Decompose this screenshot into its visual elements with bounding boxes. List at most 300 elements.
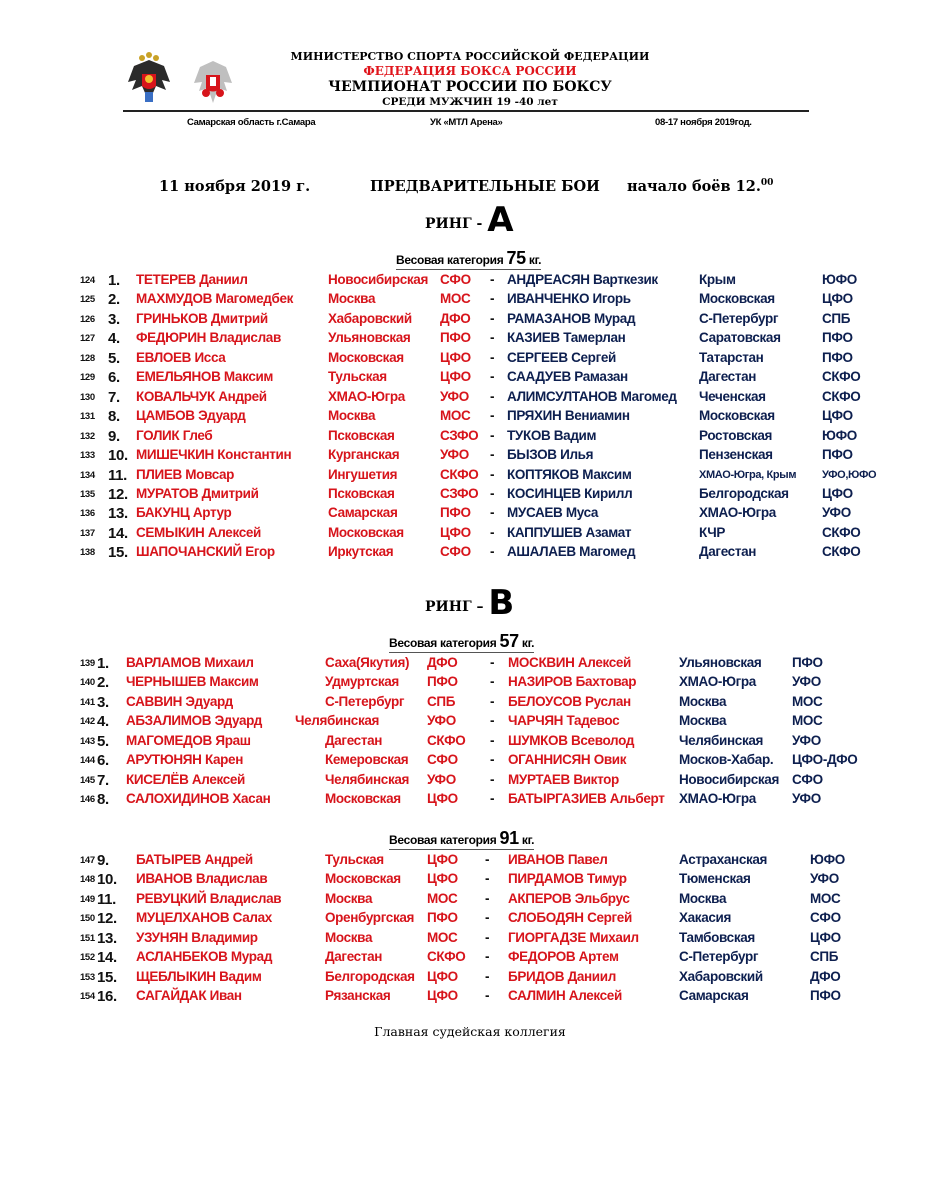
blue-corner-district: СПБ — [822, 310, 851, 326]
blue-corner-region: Астраханская — [679, 852, 768, 867]
red-corner-district: СФО — [440, 544, 471, 560]
blue-corner-district: ЦФО — [822, 291, 853, 307]
bout-row — [0, 772, 927, 791]
red-corner-name: АСЛАНБЕКОВ Мурад — [136, 949, 273, 965]
vs-separator: - — [485, 910, 490, 926]
blue-corner-region: ХМАО-Югра, Крым — [699, 468, 797, 481]
red-corner-region: Удмуртская — [325, 674, 399, 690]
bout-row — [0, 752, 927, 771]
fight-number: 10. — [108, 447, 128, 465]
blue-corner-name: РАМАЗАНОВ Мурад — [507, 310, 636, 326]
red-corner-district: ЦФО — [440, 369, 471, 385]
blue-corner-name: КОСИНЦЕВ Кирилл — [507, 485, 633, 501]
blue-corner-district: ПФО — [822, 330, 853, 346]
bout-row — [0, 713, 927, 732]
weight-unit: кг. — [525, 253, 542, 267]
red-corner-district: МОС — [427, 929, 458, 945]
vs-separator: - — [490, 713, 495, 729]
fight-number: 4. — [97, 713, 109, 731]
red-corner-district: УФО — [440, 388, 469, 404]
venue-text: УК «МТЛ Арена» — [430, 117, 503, 128]
red-corner-region: Белгородская — [325, 968, 415, 984]
fight-number: 13. — [97, 929, 117, 947]
blue-corner-district: УФО — [792, 732, 821, 748]
bout-number: 146 — [80, 794, 95, 806]
fight-number: 1. — [97, 655, 109, 672]
blue-corner-district: ЦФО — [810, 929, 841, 945]
fight-number: 2. — [97, 674, 109, 692]
blue-corner-name: ОГАННИСЯН Овик — [508, 752, 627, 768]
location-text: Самарская область г.Самара — [187, 117, 316, 128]
blue-corner-region: Саратовская — [699, 330, 781, 346]
bout-row — [0, 330, 927, 349]
red-corner-district: МОС — [427, 890, 458, 906]
red-corner-district: СЗФО — [440, 485, 479, 501]
vs-separator: - — [490, 771, 495, 787]
red-corner-name: РЕВУЦКИЙ Владислав — [136, 890, 282, 906]
blue-corner-district: УФО — [810, 871, 839, 887]
bout-number: 137 — [80, 527, 95, 539]
bout-row — [0, 544, 927, 563]
red-corner-district: СКФО — [440, 466, 479, 482]
blue-corner-name: СЕРГЕЕВ Сергей — [507, 349, 616, 365]
red-corner-district: СФО — [427, 752, 458, 768]
vs-separator: - — [490, 349, 495, 365]
fight-number: 8. — [97, 791, 109, 809]
fight-number: 12. — [108, 485, 128, 503]
vs-separator: - — [490, 330, 495, 346]
bout-row — [0, 694, 927, 713]
header-divider — [123, 110, 809, 112]
blue-corner-name: АШАЛАЕВ Магомед — [507, 544, 636, 560]
bout-number: 134 — [80, 469, 95, 481]
blue-corner-region: С-Петербург — [679, 949, 759, 965]
bout-number: 148 — [80, 874, 95, 886]
red-corner-name: АБЗАЛИМОВ Эдуард — [126, 713, 262, 729]
vs-separator: - — [490, 291, 495, 307]
blue-corner-district: СКФО — [822, 369, 861, 385]
vs-separator: - — [490, 447, 495, 463]
vs-separator: - — [490, 427, 495, 443]
red-corner-name: КОВАЛЬЧУК Андрей — [136, 388, 267, 404]
fight-number: 1. — [108, 272, 120, 289]
red-corner-district: МОС — [440, 291, 471, 307]
red-corner-name: АРУТЮНЯН Карен — [126, 752, 244, 768]
blue-corner-region: Татарстан — [699, 349, 764, 365]
red-corner-name: САЛОХИДИНОВ Хасан — [126, 791, 271, 807]
vs-separator: - — [490, 466, 495, 482]
blue-corner-region: Ульяновская — [679, 655, 762, 670]
bout-row — [0, 505, 927, 524]
bout-number: 135 — [80, 488, 95, 500]
blue-corner-name: КОПТЯКОВ Максим — [507, 466, 632, 482]
bout-row — [0, 486, 927, 505]
blue-corner-name: НАЗИРОВ Бахтовар — [508, 674, 637, 690]
blue-corner-name: ШУМКОВ Всеволод — [508, 732, 635, 748]
bout-number: 139 — [80, 658, 95, 669]
red-corner-region: С-Петербург — [325, 693, 405, 709]
red-corner-name: УЗУНЯН Владимир — [136, 929, 258, 945]
blue-corner-region: Московская — [699, 408, 775, 424]
bout-number: 153 — [80, 971, 95, 983]
bout-number: 141 — [80, 696, 95, 708]
blue-corner-region: Белгородская — [699, 485, 789, 501]
blue-corner-region: Дагестан — [699, 369, 757, 385]
red-corner-district: МОС — [440, 408, 471, 424]
bout-number: 154 — [80, 991, 95, 1003]
bout-number: 147 — [80, 855, 95, 866]
blue-corner-district: ПФО — [822, 349, 853, 365]
bout-row — [0, 311, 927, 330]
red-corner-region: Дагестан — [325, 949, 383, 965]
blue-corner-name: ГИОРГАДЗЕ Михаил — [508, 929, 639, 945]
bout-number: 128 — [80, 352, 95, 364]
bout-row — [0, 408, 927, 427]
blue-corner-region: ХМАО-Югра — [679, 791, 756, 807]
blue-corner-region: Ростовская — [699, 427, 773, 443]
weight-value: 91 — [499, 828, 519, 848]
blue-corner-district: ЮФО — [822, 427, 857, 443]
red-corner-region: Московская — [325, 791, 401, 807]
bout-number: 138 — [80, 547, 95, 559]
blue-corner-district: СФО — [792, 771, 823, 787]
blue-corner-region: Москва — [679, 890, 727, 906]
fight-number: 2. — [108, 291, 120, 309]
weight-category-label: Весовая категория — [389, 833, 500, 847]
red-corner-name: ЩЕБЛЫКИН Вадим — [136, 968, 262, 984]
blue-corner-name: КАППУШЕВ Азамат — [507, 524, 632, 540]
blue-corner-name: ФЕДОРОВ Артем — [508, 949, 619, 965]
blue-corner-district: СПБ — [810, 949, 839, 965]
blue-corner-region: Хакасия — [679, 910, 732, 926]
red-corner-district: ЦФО — [427, 791, 458, 807]
blue-corner-district: СКФО — [822, 388, 861, 404]
blue-corner-region: Пензенская — [699, 447, 773, 463]
red-corner-region: Москва — [328, 408, 376, 424]
vs-separator: - — [490, 544, 495, 560]
blue-corner-name: САЛМИН Алексей — [508, 988, 622, 1004]
red-corner-name: ПЛИЕВ Мовсар — [136, 466, 235, 482]
red-corner-region: Дагестан — [325, 732, 383, 748]
weight-value: 57 — [499, 631, 519, 651]
vs-separator: - — [490, 485, 495, 501]
vs-separator: - — [490, 505, 495, 521]
blue-corner-region: Москва — [679, 713, 727, 729]
weight-category-91 — [389, 828, 534, 850]
vs-separator: - — [490, 524, 495, 540]
blue-corner-region: Московская — [699, 291, 775, 307]
vs-separator: - — [485, 890, 490, 906]
red-corner-region: Тульская — [328, 369, 387, 385]
blue-corner-name: БЕЛОУСОВ Руслан — [508, 693, 631, 709]
bout-row — [0, 852, 927, 871]
red-corner-district: ЦФО — [440, 349, 471, 365]
fight-number: 7. — [97, 771, 109, 789]
blue-corner-district: СФО — [810, 910, 841, 926]
start-time-minutes: 00 — [760, 178, 774, 189]
red-corner-name: МАГОМЕДОВ Яраш — [126, 732, 251, 748]
bout-row — [0, 930, 927, 949]
blue-corner-region: Самарская — [679, 988, 749, 1004]
blue-corner-district: ПФО — [810, 988, 841, 1004]
bout-number: 125 — [80, 294, 95, 306]
red-corner-region: Москва — [328, 291, 376, 307]
blue-corner-name: АЛИМСУЛТАНОВ Магомед — [507, 388, 677, 404]
bout-row — [0, 949, 927, 968]
bout-row — [0, 525, 927, 544]
division-title: СРЕДИ МУЖЧИН 19 -40 лет — [382, 96, 558, 108]
ring-b-heading — [425, 583, 514, 623]
red-corner-district: ЦФО — [427, 871, 458, 887]
weight-category-75 — [396, 248, 541, 270]
red-corner-name: ЧЕРНЫШЕВ Максим — [126, 674, 259, 690]
bout-row — [0, 291, 927, 310]
blue-corner-name: БРИДОВ Даниил — [508, 968, 616, 984]
red-corner-name: БАКУНЦ Артур — [136, 505, 232, 521]
red-corner-region: Москва — [325, 890, 373, 906]
weight-category-label: Весовая категория — [389, 636, 500, 650]
bout-row — [0, 674, 927, 693]
fight-number: 14. — [108, 524, 128, 542]
blue-corner-district: УФО — [792, 791, 821, 807]
red-corner-name: ЦАМБОВ Эдуард — [136, 408, 246, 424]
blue-corner-region: КЧР — [699, 524, 726, 540]
bout-row — [0, 988, 927, 1007]
blue-corner-region: Дагестан — [699, 544, 757, 560]
blue-corner-region: Новосибирская — [679, 771, 779, 787]
blue-corner-region: Москов-Хабар. — [679, 752, 774, 768]
blue-corner-district: СКФО — [822, 544, 861, 560]
blue-corner-name: МУРТАЕВ Виктор — [508, 771, 619, 787]
bout-number: 132 — [80, 430, 95, 442]
fight-number: 16. — [97, 988, 117, 1006]
red-corner-district: УФО — [440, 447, 469, 463]
red-corner-name: ЕВЛОЕВ Исса — [136, 349, 226, 365]
red-corner-district: ПФО — [427, 674, 458, 690]
bout-row — [0, 272, 927, 291]
fight-number: 9. — [97, 852, 109, 869]
bout-number: 150 — [80, 913, 95, 925]
blue-corner-district: УФО — [822, 505, 851, 521]
red-corner-region: Ульяновская — [328, 330, 411, 346]
blue-corner-name: КАЗИЕВ Тамерлан — [507, 330, 626, 346]
vs-separator: - — [485, 929, 490, 945]
bout-number: 129 — [80, 372, 95, 384]
dates-text: 08-17 ноября 2019год. — [655, 117, 752, 128]
red-corner-region: Хабаровский — [328, 310, 412, 326]
bout-number: 126 — [80, 313, 95, 325]
weight-category-57 — [389, 631, 534, 653]
bout-row — [0, 389, 927, 408]
fight-number: 5. — [97, 732, 109, 750]
red-corner-district: ДФО — [440, 310, 471, 326]
bout-number: 145 — [80, 774, 95, 786]
fight-number: 5. — [108, 349, 120, 367]
bout-number: 131 — [80, 411, 95, 423]
bout-number: 149 — [80, 893, 95, 905]
vs-separator: - — [490, 791, 495, 807]
red-corner-name: ВАРЛАМОВ Михаил — [126, 655, 254, 670]
red-corner-region: Тульская — [325, 852, 384, 867]
red-corner-region: Челябинская — [325, 771, 410, 787]
start-time-label: начало боёв 12. — [627, 178, 761, 195]
red-corner-region: Псковская — [328, 427, 395, 443]
weight-category-label: Весовая категория — [396, 253, 507, 267]
bout-row — [0, 871, 927, 890]
red-corner-region: Кемеровская — [325, 752, 409, 768]
blue-corner-district: ПФО — [822, 447, 853, 463]
blue-corner-district: УФО — [792, 674, 821, 690]
red-corner-name: САВВИН Эдуард — [126, 693, 233, 709]
red-corner-name: САГАЙДАК Иван — [136, 988, 242, 1004]
red-corner-district: СКФО — [427, 732, 466, 748]
ring-b-label: РИНГ – — [425, 599, 489, 615]
blue-corner-region: Крым — [699, 272, 736, 287]
ring-a-heading — [425, 200, 514, 240]
blue-corner-name: СААДУЕВ Рамазан — [507, 369, 628, 385]
blue-corner-name: СЛОБОДЯН Сергей — [508, 910, 632, 926]
red-corner-region: Ингушетия — [328, 466, 398, 482]
bout-row — [0, 428, 927, 447]
vs-separator: - — [485, 988, 490, 1004]
red-corner-name: МАХМУДОВ Магомедбек — [136, 291, 294, 307]
fight-number: 11. — [97, 890, 116, 908]
red-corner-region: Самарская — [328, 505, 398, 521]
vs-separator: - — [490, 310, 495, 326]
red-corner-name: БАТЫРЕВ Андрей — [136, 852, 253, 867]
vs-separator: - — [490, 732, 495, 748]
red-corner-name: ИВАНОВ Владислав — [136, 871, 268, 887]
federation-title: ФЕДЕРАЦИЯ БОКСА РОССИИ — [363, 64, 577, 78]
blue-corner-name: АКПЕРОВ Эльбрус — [508, 890, 630, 906]
ring-b-letter: В — [488, 583, 515, 623]
blue-corner-region: С-Петербург — [699, 310, 779, 326]
red-corner-region: Московская — [328, 524, 404, 540]
bout-number: 151 — [80, 932, 95, 944]
blue-corner-district: ЮФО — [810, 852, 845, 867]
bout-row — [0, 969, 927, 988]
bout-number: 124 — [80, 275, 95, 286]
blue-corner-district: ПФО — [792, 655, 823, 670]
red-corner-region: Москва — [325, 929, 373, 945]
blue-corner-region: ХМАО-Югра — [699, 505, 776, 521]
bout-row — [0, 733, 927, 752]
red-corner-district: ПФО — [440, 330, 471, 346]
vs-separator: - — [490, 693, 495, 709]
red-corner-district: СПБ — [427, 693, 456, 709]
vs-separator: - — [490, 272, 495, 287]
blue-corner-name: МОСКВИН Алексей — [508, 655, 631, 670]
vs-separator: - — [490, 674, 495, 690]
red-corner-district: СЗФО — [440, 427, 479, 443]
blue-corner-district: УФО,ЮФО — [822, 468, 877, 481]
bout-row — [0, 910, 927, 929]
bout-number: 143 — [80, 735, 95, 747]
red-corner-region: Иркутская — [328, 544, 394, 560]
red-corner-region: ХМАО-Югра — [328, 388, 405, 404]
fight-number: 12. — [97, 910, 117, 928]
fight-number: 8. — [108, 408, 120, 426]
blue-corner-region: Челябинская — [679, 732, 764, 748]
vs-separator: - — [485, 949, 490, 965]
blue-corner-name: ПРЯХИН Вениамин — [507, 408, 630, 424]
bout-row — [0, 467, 927, 486]
red-corner-district: ДФО — [427, 655, 458, 670]
bout-number: 130 — [80, 391, 95, 403]
red-corner-region: Московская — [325, 871, 401, 887]
red-corner-name: МУРАТОВ Дмитрий — [136, 485, 259, 501]
weight-unit: кг. — [518, 636, 535, 650]
red-corner-name: СЕМЫКИН Алексей — [136, 524, 261, 540]
bout-row — [0, 891, 927, 910]
blue-corner-name: БАТЫРГАЗИЕВ Альберт — [508, 791, 665, 807]
fight-number: 13. — [108, 505, 128, 523]
blue-corner-region: Чеченская — [699, 388, 766, 404]
bout-number: 144 — [80, 755, 95, 767]
blue-corner-name: ИВАНОВ Павел — [508, 852, 608, 867]
red-corner-name: ГРИНЬКОВ Дмитрий — [136, 310, 268, 326]
red-corner-district: УФО — [427, 771, 456, 787]
ring-a-label: РИНГ - — [425, 216, 488, 232]
blue-corner-name: БЫЗОВ Илья — [507, 447, 594, 463]
fight-number: 14. — [97, 949, 117, 967]
fight-number: 6. — [97, 752, 109, 770]
red-corner-name: МИШЕЧКИН Константин — [136, 447, 292, 463]
fight-number: 3. — [108, 310, 120, 328]
vs-separator: - — [485, 871, 490, 887]
vs-separator: - — [490, 388, 495, 404]
bout-number: 127 — [80, 333, 95, 345]
fight-number: 6. — [108, 369, 120, 387]
bout-number: 142 — [80, 716, 95, 728]
red-corner-name: КИСЕЛЁВ Алексей — [126, 771, 245, 787]
session-stage: ПРЕДВАРИТЕЛЬНЫЕ БОИ — [370, 178, 600, 195]
vs-separator: - — [485, 968, 490, 984]
blue-corner-name: ТУКОВ Вадим — [507, 427, 597, 443]
red-corner-district: ЦФО — [440, 524, 471, 540]
fight-number: 3. — [97, 693, 109, 711]
blue-corner-region: Тюменская — [679, 871, 751, 887]
vs-separator: - — [490, 408, 495, 424]
red-corner-region: Московская — [328, 349, 404, 365]
bout-row — [0, 350, 927, 369]
blue-corner-district: ЦФО — [822, 408, 853, 424]
red-corner-region: Саха(Якутия) — [325, 655, 410, 670]
fight-number: 15. — [108, 544, 128, 562]
red-corner-name: ГОЛИК Глеб — [136, 427, 213, 443]
weight-unit: кг. — [518, 833, 535, 847]
fight-number: 4. — [108, 330, 120, 348]
bout-row — [0, 447, 927, 466]
vs-separator: - — [485, 852, 490, 867]
red-corner-district: ЦФО — [427, 988, 458, 1004]
red-corner-region: Курганская — [328, 447, 400, 463]
blue-corner-region: ХМАО-Югра — [679, 674, 756, 690]
vs-separator: - — [490, 655, 495, 670]
red-corner-region: Псковская — [328, 485, 395, 501]
red-corner-region: Новосибирская — [328, 272, 428, 287]
footer-chief-judges: Главная судейская коллегия — [374, 1024, 566, 1039]
red-corner-district: ПФО — [427, 910, 458, 926]
blue-corner-district: МОС — [810, 890, 841, 906]
vs-separator: - — [490, 752, 495, 768]
blue-corner-name: ИВАНЧЕНКО Игорь — [507, 291, 631, 307]
fight-number: 11. — [108, 466, 127, 484]
blue-corner-region: Тамбовская — [679, 929, 755, 945]
bout-row — [0, 791, 927, 810]
red-corner-name: ЕМЕЛЬЯНОВ Максим — [136, 369, 274, 385]
blue-corner-region: Хабаровский — [679, 968, 763, 984]
